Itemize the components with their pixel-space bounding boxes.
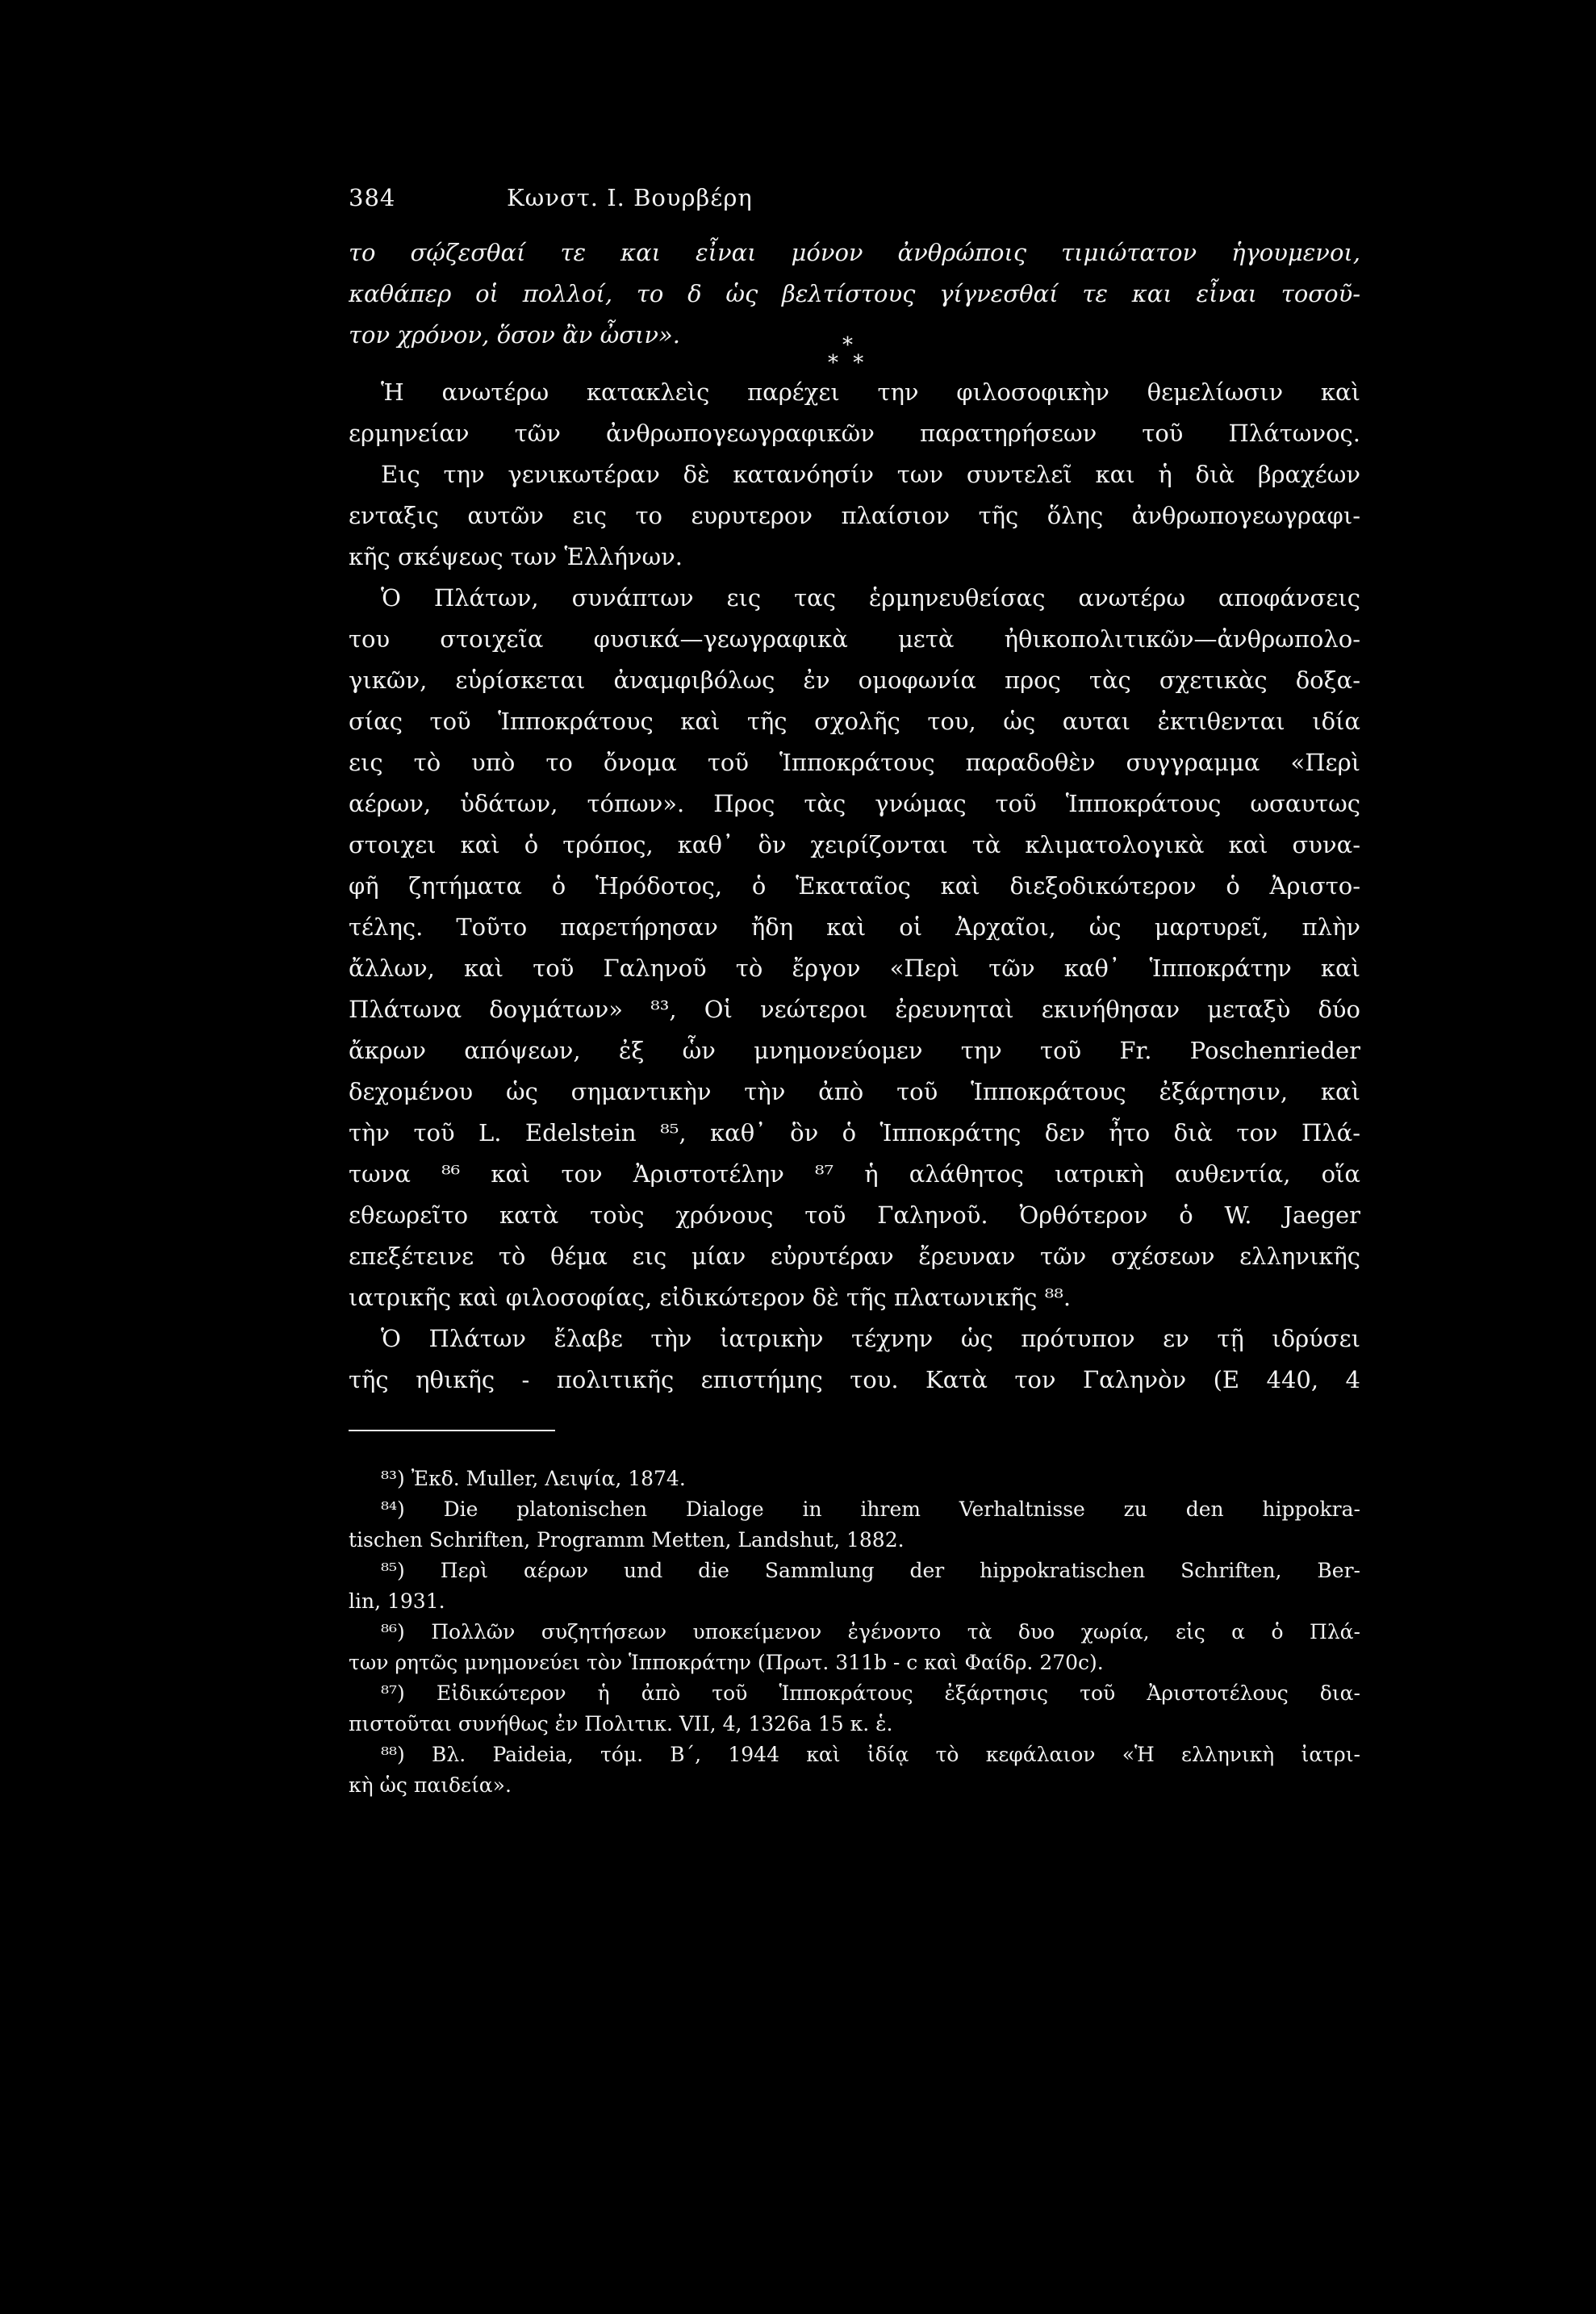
quote-line: τον χρόνον, ὅσον ἂν ὦσιν». — [349, 321, 680, 349]
body-line: Πλάτωνα δογμάτων» ⁸³, Οἱ νεώτεροι ἐρευνηταὶ εκινήθησαν μεταξὺ δύο — [349, 996, 1360, 1023]
body-line: εθεωρεῖτο κατὰ τοὺς χρόνους τοῦ Γαληνοῦ. Ὀρθότερον ὁ W. Jaeger — [349, 1201, 1360, 1229]
body-text — [349, 372, 1360, 1401]
body-line: τωνα ⁸⁶ καὶ τον Ἀριστοτέλην ⁸⁷ ἡ αλάθητος ιατρικὴ αυθεντία, οἵα — [349, 1160, 1360, 1188]
footnote-rule — [349, 1430, 555, 1431]
quote-block — [349, 232, 1360, 356]
footnote-83: ⁸³) Ἐκδ. Muller, Λειψία, 1874. — [381, 1467, 686, 1490]
page-number: 384 — [349, 184, 396, 211]
body-line: ἄλλων, καὶ τοῦ Γαληνοῦ τὸ ἔργον «Περὶ τῶν καθ᾿ Ἱπποκράτην καὶ — [349, 954, 1360, 982]
quote-line: καθάπερ οἱ πολλοί, το δ ὡς βελτίστους γίγνεσθαί τε και εἶναι τοσοῦ- — [349, 280, 1360, 307]
body-line: ιατρικῆς καὶ φιλοσοφίας, εἰδικώτερον δὲ τῆς πλατωνικῆς ⁸⁸. — [349, 1284, 1072, 1311]
footnote-88: ⁸⁸) Βλ. Paideia, τόμ. Β΄, 1944 καὶ ἰδίᾳ τὸ κεφάλαιον «Ἡ ελληνικὴ ἰατρι- — [381, 1743, 1360, 1766]
footnote-86: ⁸⁶) Πολλῶν συζητήσεων υποκείμενον ἐγένοντο τὰ δυο χωρία, εἰς α ὁ Πλά- — [381, 1620, 1360, 1644]
body-line: τὴν τοῦ L. Edelstein ⁸⁵, καθ᾿ ὃν ὁ Ἱπποκράτης δεν ἦτο διὰ τον Πλά- — [349, 1119, 1360, 1147]
footnote-85-continued: lin, 1931. — [349, 1589, 445, 1613]
body-line: κῆς σκέψεως των Ἑλλήνων. — [349, 543, 683, 570]
running-title: Κωνστ. Ι. Βουρβέρη — [507, 184, 753, 211]
body-line: στοιχει καὶ ὁ τρόπος, καθ᾿ ὃν χειρίζονται τὰ κλιματολογικὰ καὶ συνα- — [349, 831, 1360, 858]
footnote-88-continued: κὴ ὡς παιδεία». — [349, 1773, 512, 1797]
footnote-87-continued: πιστοῦται συνήθως ἐν Πολιτικ. VII, 4, 1326a 15 κ. ἑ. — [349, 1712, 893, 1736]
body-line: εις τὸ υπὸ το ὄνομα τοῦ Ἱπποκράτους παραδοθὲν συγγραμμα «Περὶ — [349, 749, 1360, 776]
asterism-stars-bottom: * * — [828, 351, 864, 375]
page — [349, 184, 1360, 1801]
footnote-85: ⁸⁵) Περὶ αέρων und die Sammlung der hippokratischen Schriften, Ber- — [381, 1559, 1360, 1582]
body-line: δεχομένου ὡς σημαντικὴν τὴν ἀπὸ τοῦ Ἱπποκράτους ἐξάρτησιν, καὶ — [349, 1078, 1360, 1105]
body-line: Εις την γενικωτέραν δὲ κατανόησίν των συντελεῖ και ἡ διὰ βραχέων — [381, 461, 1360, 488]
quote-line: το σῴζεσθαί τε και εἶναι μόνον ἀνθρώποις τιμιώτατον ἡγουμενοι, — [349, 239, 1360, 266]
footnote-86-continued: των ρητῶς μνημονεύει τὸν Ἱπποκράτην (Πρωτ. 311b - c καὶ Φαίδρ. 270c). — [349, 1651, 1104, 1674]
footnote-84-continued: tischen Schriften, Programm Metten, Landshut, 1882. — [349, 1528, 905, 1552]
footnotes — [349, 1464, 1360, 1801]
asterism-star-top: * — [842, 333, 853, 357]
body-line: ερμηνείαν τῶν ἀνθρωπογεωγραφικῶν παρατηρήσεων τοῦ Πλάτωνος. — [349, 420, 1360, 447]
body-line: γικῶν, εὑρίσκεται ἀναμφιβόλως ἐν ομοφωνία προς τὰς σχετικὰς δοξα- — [349, 666, 1360, 694]
running-head — [349, 184, 1360, 232]
body-line: τῆς ηθικῆς - πολιτικῆς επιστήμης του. Κατὰ τον Γαληνὸν (Ε 440, 4 — [349, 1366, 1360, 1393]
body-line: Ὁ Πλάτων ἔλαβε τὴν ἰατρικὴν τέχνην ὡς πρότυπον εν τῇ ιδρύσει — [381, 1325, 1360, 1352]
body-line: φῆ ζητήματα ὁ Ἡρόδοτος, ὁ Ἑκαταῖος καὶ διεξοδικώτερον ὁ Ἀριστο- — [349, 872, 1360, 900]
body-line: επεξέτεινε τὸ θέμα εις μίαν εὐρυτέραν ἔρευναν τῶν σχέσεων ελληνικῆς — [349, 1243, 1360, 1270]
body-line: του στοιχεῖα φυσικά—γεωγραφικὰ μετὰ ἠθικοπολιτικῶν—ἀνθρωπολο- — [349, 625, 1360, 653]
body-line: σίας τοῦ Ἱπποκράτους καὶ τῆς σχολῆς του, ὡς αυται ἐκτιθενται ιδία — [349, 708, 1360, 735]
footnote-84: ⁸⁴) Die platonischen Dialoge in ihrem Verhaltnisse zu den hippokra- — [381, 1497, 1360, 1521]
body-line: τέλης. Τοῦτο παρετήρησαν ἤδη καὶ οἱ Ἀρχαῖοι, ὡς μαρτυρεῖ, πλὴν — [349, 913, 1360, 941]
body-line: Ἡ ανωτέρω κατακλεὶς παρέχει την φιλοσοφικὴν θεμελίωσιν καὶ — [381, 378, 1360, 406]
footnote-87: ⁸⁷) Εἰδικώτερον ἡ ἀπὸ τοῦ Ἱπποκράτους ἐξάρτησις τοῦ Ἀριστοτέλους δια- — [381, 1681, 1360, 1705]
body-line: ενταξις αυτῶν εις το ευρυτερον πλαίσιον τῆς ὅλης ἀνθρωπογεωγραφι- — [349, 502, 1360, 529]
body-line: αέρων, ὑδάτων, τόπων». Προς τὰς γνώμας τοῦ Ἱπποκράτους ωσαυτως — [349, 790, 1360, 817]
body-line: Ὁ Πλάτων, συνάπτων εις τας ἑρμηνευθείσας ανωτέρω αποφάνσεις — [381, 584, 1360, 612]
body-line: ἄκρων απόψεων, ἐξ ὧν μνημονεύομεν την τοῦ Fr. Poschenrieder — [349, 1037, 1360, 1064]
